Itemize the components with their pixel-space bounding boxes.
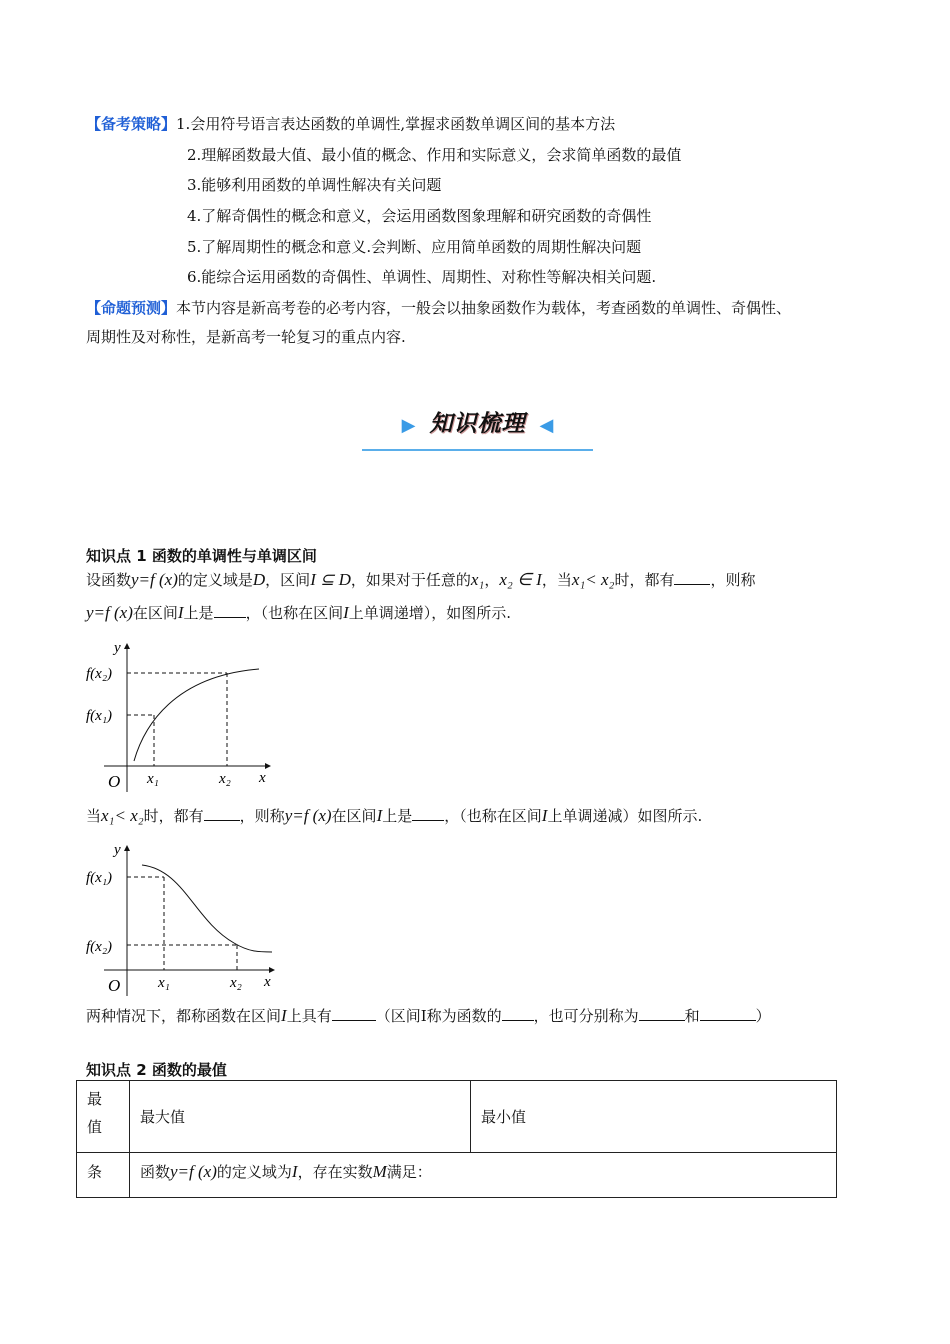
svg-text:O: O	[108, 976, 121, 995]
prediction-line-1	[86, 298, 791, 318]
strategy-item: 3.能够利用函数的单调性解决有关问题	[187, 176, 442, 194]
fill-blank	[700, 1006, 756, 1021]
table-cell-label: 条	[77, 1153, 130, 1198]
strategy-line-1	[86, 114, 615, 134]
fill-blank	[332, 1006, 376, 1021]
svg-text:x: x	[259, 770, 266, 786]
strategy-item: 4.了解奇偶性的概念和意义，会运用函数图象理解和研究函数的奇偶性	[187, 207, 652, 225]
kp1-paragraph-2: y=f (x)在区间I上是 ，（也称在区间I上单调递增），如图所示.	[86, 603, 512, 622]
svg-text:x₁: x₁	[158, 975, 170, 991]
fill-blank	[204, 806, 240, 821]
fill-blank	[674, 570, 710, 585]
table-cell-min: 最小值	[471, 1081, 837, 1153]
triangle-right-icon: ▶	[401, 415, 416, 436]
svg-text:x₂: x₂	[219, 771, 231, 787]
decreasing-function-graph	[84, 840, 284, 1000]
fill-blank	[214, 603, 246, 618]
svg-text:f(x₁): f(x₁)	[86, 870, 113, 886]
kp1-paragraph-3: 当x₁< x₂时，都有 ，则称y=f (x)在区间I上是 ，（也称在区间I上单调递减）如图所示.	[86, 806, 703, 825]
strategy-item: 6.能综合运用函数的奇偶性、单调性、周期性、对称性等解决相关问题.	[187, 268, 657, 286]
svg-text:O: O	[108, 772, 121, 791]
svg-text:f(x₂): f(x₂)	[86, 666, 113, 682]
curve	[142, 865, 272, 952]
strategy-item: 2.理解函数最大值、最小值的概念、作用和实际意义，会求简单函数的最值	[187, 146, 682, 164]
strategy-item: 1.会用符号语言表达函数的单调性,掌握求函数单调区间的基本方法	[176, 115, 616, 133]
svg-text:x: x	[264, 974, 271, 990]
svg-text:y: y	[114, 842, 121, 858]
strategy-tag: 【备考策略】	[86, 115, 177, 133]
prediction-line-2: 周期性及对称性，是新高考一轮复习的重点内容.	[86, 328, 406, 346]
increasing-function-graph	[84, 636, 284, 796]
prediction-text: 本节内容是新高考卷的必考内容，一般会以抽象函数作为载体，考查函数的单调性、奇偶性、	[176, 299, 792, 317]
fill-blank	[412, 806, 444, 821]
svg-text:y: y	[114, 640, 121, 656]
svg-text:f(x₂): f(x₂)	[86, 939, 113, 955]
section-title-banner	[362, 405, 593, 451]
section-title: 知识梳理	[429, 411, 526, 437]
triangle-left-icon: ◀	[539, 415, 554, 436]
table-cell-header: 最 值	[77, 1081, 130, 1153]
extremum-table	[76, 1080, 837, 1198]
svg-text:x₁: x₁	[147, 771, 159, 787]
kp1-paragraph-1: 设函数y=f (x)的定义域是D，区间I ⊆ D，如果对于任意的x₁，x₂ ∈ I，当x₁< x₂时，都有 ，则称	[86, 570, 756, 589]
table-row	[77, 1153, 837, 1198]
prediction-tag: 【命题预测】	[86, 299, 177, 317]
table-row	[77, 1081, 837, 1153]
fill-blank	[502, 1006, 534, 1021]
kp1-heading: 知识点 1 函数的单调性与单调区间	[86, 547, 317, 565]
svg-text:x₂: x₂	[230, 975, 242, 991]
table-cell-max: 最大值	[130, 1081, 471, 1153]
fill-blank	[639, 1006, 685, 1021]
curve	[134, 669, 259, 761]
table-cell-condition: 函数y=f (x)的定义域为I，存在实数M满足：	[130, 1153, 837, 1198]
svg-text:f(x₁): f(x₁)	[86, 708, 113, 724]
kp1-paragraph-4: 两种情况下，都称函数在区间I上具有 （区间I称为函数的 ，也可分别称为 和 ）	[86, 1006, 771, 1025]
kp2-heading: 知识点 2 函数的最值	[86, 1061, 227, 1079]
strategy-item: 5.了解周期性的概念和意义.会判断、应用简单函数的周期性解决问题	[187, 238, 642, 256]
